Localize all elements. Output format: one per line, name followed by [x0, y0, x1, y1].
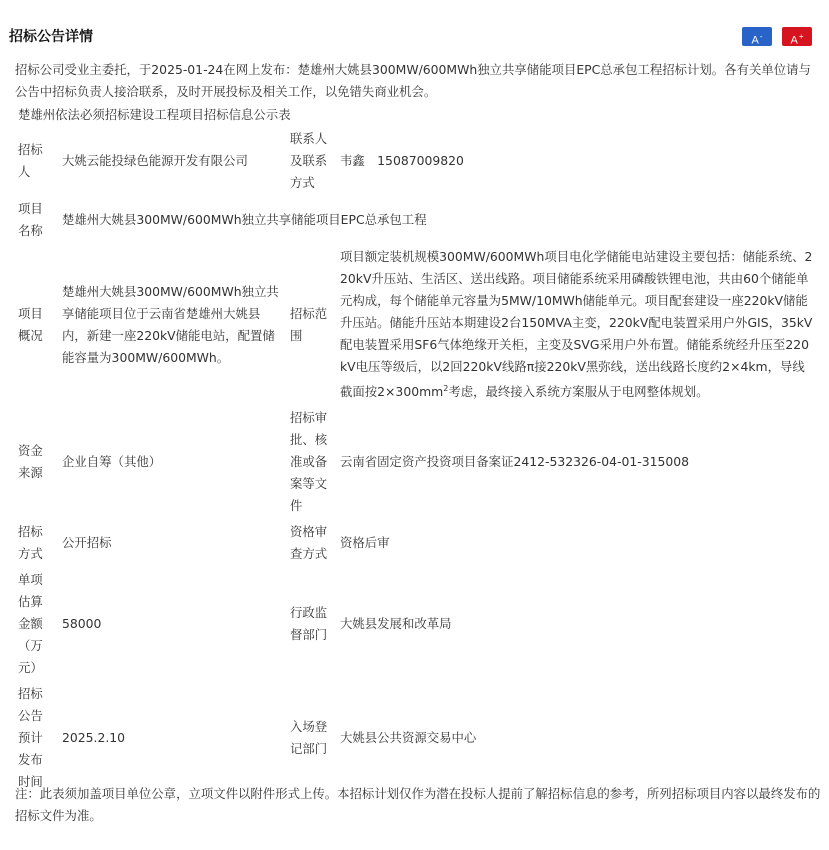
table-row-estimate: [13, 567, 818, 681]
table-row-method: [13, 519, 818, 567]
detail-header: [0, 0, 829, 56]
method-value: 公开招标: [62, 535, 112, 551]
tenderer-value: 大姚云能投绿色能源开发有限公司: [62, 153, 248, 168]
estimate-value: 58000: [62, 616, 102, 632]
scope-label: 招标范围: [290, 305, 328, 343]
registration-label: 入场登记部门: [290, 719, 328, 757]
overview-label: 项目概况: [18, 305, 43, 343]
approval-label: 招标审批、核准或备案等文件: [290, 410, 328, 514]
font-decrease-button[interactable]: [742, 27, 772, 46]
publish-time-value: 2025.2.10: [62, 730, 126, 746]
table-row-overview: [13, 244, 818, 405]
overview-value: 楚雄州大姚县300MW/600MWh独立共享储能项目位于云南省楚雄州大姚县内，新建一座220kV储能电站，配置储能容量为300MW/600MWh。: [62, 283, 279, 365]
project-name-label: 项目名称: [18, 201, 43, 238]
scope-text: 项目额定装机规模300MW/600MWh项目电化学储能电站建设主要包括：储能系统、220kV升压站、生活区、送出线路。项目储能系统采用磷酸铁锂电池，共由60个储能单元构成，每个储能单元容量为5MW/10MWh储能单元。项目配套建设一座220kV储能升压站。储能升压站本期建设2台150MVA主变，220kV配电装置采用户外GIS，35kV配电装置采用SF6气体绝缘开关柜，主变及SVG采用户外布置。储能系统经升压至220kV电压等级后，以2回220kV线路π接220kV黑弥线，送出线路长度约2×4km，导线截面按2×300mm: [340, 249, 813, 400]
qualification-value: 资格后审: [340, 535, 390, 551]
approval-value: 云南省固定资产投资项目备案证2412-532326-04-01-315008: [340, 454, 690, 470]
scope-value: [335, 244, 818, 405]
page-title: 招标公告详情: [9, 29, 93, 45]
font-increase-label: A: [790, 34, 798, 47]
supervision-value: 大姚县发展和改革局: [340, 616, 452, 632]
note-paragraph: 注：此表须加盖项目单位公章，立项文件以附件形式上传。本招标计划仅作为潜在投标人提前了解招标信息的参考，所列招标项目内容以最终发布的招标文件为准。: [15, 786, 821, 823]
publish-time-label: 招标公告预计发布时间: [18, 686, 43, 790]
contact-value: 韦鑫 15087009820: [340, 153, 464, 168]
scope-text-end: 考虑，最终接入系统方案服从于电网整体规划。: [448, 384, 709, 400]
funding-label: 资金来源: [18, 443, 43, 481]
table-title: 楚雄州依法必须招标建设工程项目招标信息公示表: [18, 107, 291, 122]
project-name-value: 楚雄州大姚县300MW/600MWh独立共享储能项目EPC总承包工程: [62, 212, 427, 227]
supervision-label: 行政监督部门: [290, 605, 328, 643]
table-row-project-name: [13, 196, 818, 244]
plus-icon: +: [798, 32, 804, 41]
scope-superscript: 2: [443, 384, 449, 393]
tender-info-table: [13, 126, 818, 795]
table-row-tenderer: [13, 126, 818, 196]
method-label: 招标方式: [18, 524, 43, 562]
table-row-funding: [13, 405, 818, 519]
tenderer-label: 招标人: [18, 142, 43, 179]
minus-icon: -: [759, 32, 763, 41]
font-decrease-label: A: [751, 34, 759, 47]
funding-value: 企业自筹（其他）: [62, 454, 162, 470]
registration-value: 大姚县公共资源交易中心: [340, 730, 477, 746]
font-increase-button[interactable]: [782, 27, 812, 46]
table-row-publish-time: [13, 681, 818, 795]
intro-paragraph: 招标公司受业主委托，于2025-01-24在网上发布：楚雄州大姚县300MW/600MWh独立共享储能项目EPC总承包工程招标计划。各有关单位请与公告中招标负责人接洽联系，及时开展投标及相关工作，以免错失商业机会。: [15, 62, 811, 99]
contact-label: 联系人及联系方式: [290, 131, 328, 190]
qualification-label: 资格审查方式: [290, 524, 328, 562]
estimate-label: 单项估算金额（万元）: [18, 572, 43, 676]
